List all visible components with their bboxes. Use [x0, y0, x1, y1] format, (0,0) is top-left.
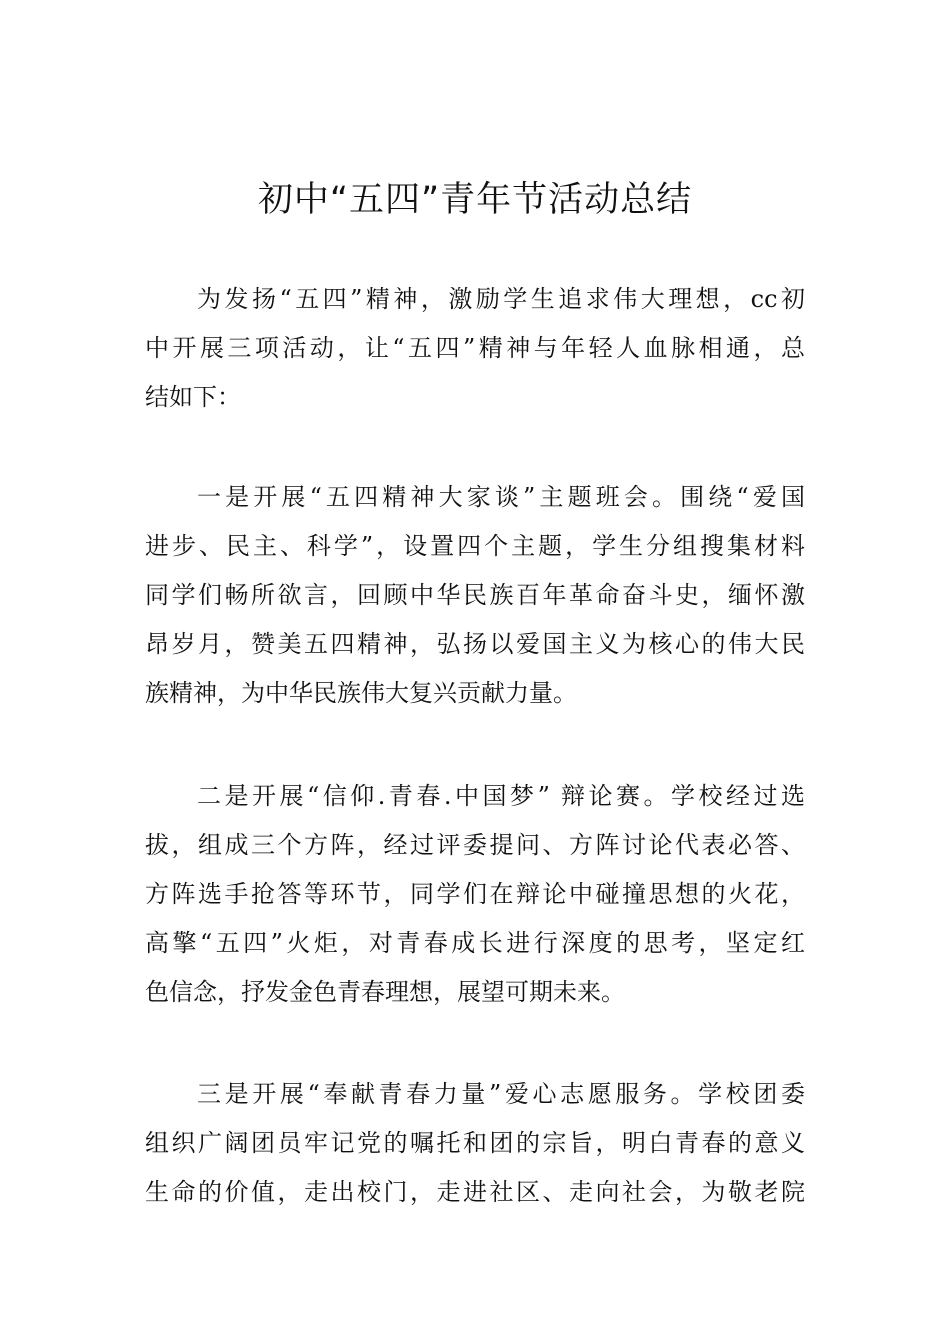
- paragraph-line: 昂岁月，赞美五四精神，弘扬以爱国主义为核心的伟大民: [145, 630, 805, 658]
- paragraph-line: 结如下：: [145, 383, 241, 411]
- paragraph-line: 中开展三项活动，让“五四”精神与年轻人血脉相通，总: [145, 334, 805, 362]
- paragraph-line: 族精神，为中华民族伟大复兴贡献力量。: [145, 679, 577, 707]
- paragraph-line: 一是开展“五四精神大家谈”主题班会。围绕“爱国: [197, 483, 805, 511]
- document-title: 初中“五四”青年节活动总结: [257, 180, 693, 220]
- paragraph-4: [145, 1070, 805, 1217]
- paragraph-line: 色信念，抒发金色青春理想，展望可期未来。: [145, 978, 625, 1006]
- paragraph-line: 组织广阔团员牢记党的嘱托和团的宗旨，明白青春的意义: [145, 1129, 805, 1157]
- paragraph-line: 进步、民主、科学”，设置四个主题，学生分组搜集材料: [145, 532, 805, 560]
- paragraph-line: 同学们畅所欲言，回顾中华民族百年革命奋斗史，缅怀激: [145, 581, 805, 609]
- paragraph-line: 为发扬“五四”精神，激励学生追求伟大理想，cc初: [197, 285, 805, 313]
- paragraph-line: 拔，组成三个方阵，经过评委提问、方阵讨论代表必答、: [145, 831, 805, 859]
- paragraph-line: 生命的价值，走出校门，走进社区、走向社会，为敬老院: [145, 1178, 805, 1206]
- paragraph-line: 三是开展“奉献青春力量”爱心志愿服务。学校团委: [197, 1080, 805, 1108]
- paragraph-line: 二是开展“信仰.青春.中国梦” 辩论赛。学校经过选: [197, 782, 805, 810]
- paragraph-3: [145, 772, 805, 1017]
- paragraph-line: 方阵选手抢答等环节，同学们在辩论中碰撞思想的火花，: [145, 880, 805, 908]
- paragraph-2: [145, 473, 805, 718]
- paragraph-1: [145, 275, 805, 422]
- paragraph-line: 高擎“五四”火炬，对青春成长进行深度的思考，坚定红: [145, 929, 805, 957]
